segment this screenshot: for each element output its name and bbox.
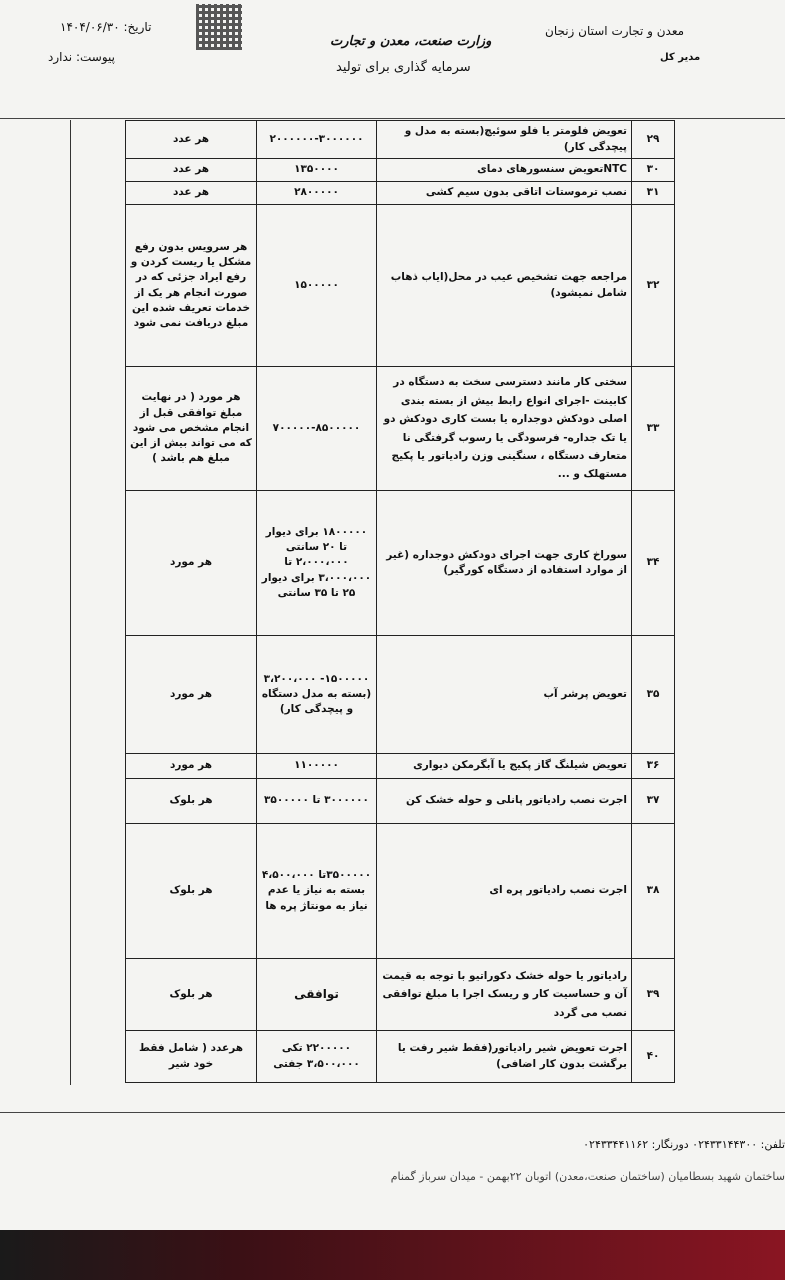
qr-code	[196, 4, 242, 50]
row-number: ۳۶	[632, 754, 675, 779]
footer-address: ساختمان شهید بسطامیان (ساختمان صنعت،معدن) اتوبان ۲۲بهمن - میدان سرباز گمنام	[390, 1170, 785, 1183]
ministry-name: وزارت صنعت، معدن و تجارت	[330, 34, 492, 49]
table-row	[126, 159, 675, 182]
row-description: اجرت نصب رادیاتور پانلی و حوله خشک کن	[377, 779, 632, 824]
table-row	[126, 824, 675, 959]
row-price: ۱۵۰۰۰۰۰- ۳،۲۰۰،۰۰۰ (بسته به مدل دستگاه و پیچدگی کار)	[257, 636, 377, 754]
row-price: ۱۱۰۰۰۰۰	[257, 754, 377, 779]
row-price: توافقی	[257, 959, 377, 1031]
row-number: ۳۴	[632, 491, 675, 636]
date-row	[60, 20, 151, 34]
organization-name: معدن و تجارت استان زنجان	[545, 24, 685, 38]
row-description: سختی کار مانند دسترسی سخت به دستگاه در کابینت -اجرای انواع رابط بیش از بسته بندی اصلی دودکش دوجداره یا بست کاری دودکش دو یا تک جداره- فرسودگی یا رسوب گرفتگی نا متعارف دستگاه ، سنگینی وزن رادیاتور یا پکیج مستهلک و ...	[377, 367, 632, 491]
background-surface	[0, 1230, 785, 1280]
attachment-label: پیوست:	[75, 50, 115, 64]
row-unit: هر مورد	[126, 491, 257, 636]
row-unit: هر مورد ( در نهایت مبلغ توافقی قبل از انجام مشخص می شود که می تواند بیش از این مبلغ هم باشد )	[126, 367, 257, 491]
row-number: ۳۹	[632, 959, 675, 1031]
date-label: تاریخ:	[123, 20, 152, 34]
row-description: NTCتعویض سنسورهای دمای	[377, 159, 632, 182]
attachment-row	[48, 50, 115, 64]
organization-sub: مدیر کل	[660, 52, 701, 63]
row-number: ۳۸	[632, 824, 675, 959]
row-number: ۳۱	[632, 182, 675, 205]
row-unit: هر بلوک	[126, 959, 257, 1031]
table-row	[126, 779, 675, 824]
row-price: ۲۸۰۰۰۰۰	[257, 182, 377, 205]
row-price: ۳۰۰۰۰۰۰ تا ۳۵۰۰۰۰۰	[257, 779, 377, 824]
row-price: ۲۰۰۰۰۰۰-۳۰۰۰۰۰۰	[257, 121, 377, 159]
row-number: ۳۰	[632, 159, 675, 182]
table-row	[126, 636, 675, 754]
row-description: اجرت تعویض شیر رادیاتور(فقط شیر رفت یا برگشت بدون کار اضافی)	[377, 1031, 632, 1083]
row-number: ۳۲	[632, 205, 675, 367]
row-number: ۳۷	[632, 779, 675, 824]
row-unit: هر بلوک	[126, 824, 257, 959]
footer-divider	[0, 1112, 785, 1113]
table-row	[126, 754, 675, 779]
page-frame-line	[70, 120, 71, 1085]
row-number: ۲۹	[632, 121, 675, 159]
row-description: سوراخ کاری جهت اجرای دودکش دوجداره (غیر از موارد استفاده از دستگاه کورگیر)	[377, 491, 632, 636]
footer-contact: تلفن: ۰۲۴۳۳۱۴۴۳۰۰ دورنگار: ۰۲۴۳۳۴۴۱۱۶۲	[583, 1138, 785, 1151]
header-divider	[0, 118, 785, 119]
row-unit: هر مورد	[126, 636, 257, 754]
row-unit: هر بلوک	[126, 779, 257, 824]
row-description: نصب ترموستات اتاقی بدون سیم کشی	[377, 182, 632, 205]
row-unit: هرعدد ( شامل فقط خود شیر	[126, 1031, 257, 1083]
tariff-table	[125, 120, 675, 1083]
row-number: ۴۰	[632, 1031, 675, 1083]
table-row	[126, 1031, 675, 1083]
row-price: ۱۵۰۰۰۰۰	[257, 205, 377, 367]
row-unit: هر سرویس بدون رفع مشکل یا ریست کردن و رفع ایراد جزئی که در صورت انجام هر یک از خدمات تعریف شده این مبلغ دریافت نمی شود	[126, 205, 257, 367]
table-row	[126, 121, 675, 159]
row-unit: هر عدد	[126, 121, 257, 159]
row-price: ۷۰۰۰۰۰-۸۵۰۰۰۰۰	[257, 367, 377, 491]
row-unit: هر عدد	[126, 159, 257, 182]
row-description: رادیاتور یا حوله خشک دکوراتیو با توجه به قیمت آن و حساسیت کار و ریسک اجرا با مبلغ توافقی نصب می گردد	[377, 959, 632, 1031]
attachment-value: ندارد	[48, 50, 73, 64]
row-description: تعویض شیلنگ گاز پکیج یا آبگرمکن دیواری	[377, 754, 632, 779]
row-description: مراجعه جهت تشخیص عیب در محل(ایاب ذهاب شامل نمیشود)	[377, 205, 632, 367]
table-row	[126, 182, 675, 205]
row-number: ۳۵	[632, 636, 675, 754]
row-price: ۱۸۰۰۰۰۰ برای دیوار تا ۲۰ سانتی ۲،۰۰۰،۰۰۰ تا ۳،۰۰۰،۰۰۰ برای دیوار ۲۵ تا ۳۵ سانتی	[257, 491, 377, 636]
table-row	[126, 205, 675, 367]
table-row	[126, 959, 675, 1031]
table-row	[126, 367, 675, 491]
row-price: ۱۳۵۰۰۰۰	[257, 159, 377, 182]
row-price: ۳۵۰۰۰۰۰تا ۴،۵۰۰،۰۰۰ بسته به نیاز یا عدم نیاز به مونتاژ پره ها	[257, 824, 377, 959]
row-unit: هر مورد	[126, 754, 257, 779]
date-value: ۱۴۰۴/۰۶/۳۰	[60, 20, 120, 34]
ministry-subtitle: سرمایه گذاری برای تولید	[336, 60, 471, 75]
row-unit: هر عدد	[126, 182, 257, 205]
table-row	[126, 491, 675, 636]
row-price: ۲۲۰۰۰۰۰ تکی ۳،۵۰۰،۰۰۰ جفتی	[257, 1031, 377, 1083]
row-description: تعویض فلومتر یا فلو سوئیچ(بسته به مدل و پیچدگی کار)	[377, 121, 632, 159]
row-description: تعویض پرشر آب	[377, 636, 632, 754]
row-number: ۳۳	[632, 367, 675, 491]
row-description: اجرت نصب رادیاتور پره ای	[377, 824, 632, 959]
